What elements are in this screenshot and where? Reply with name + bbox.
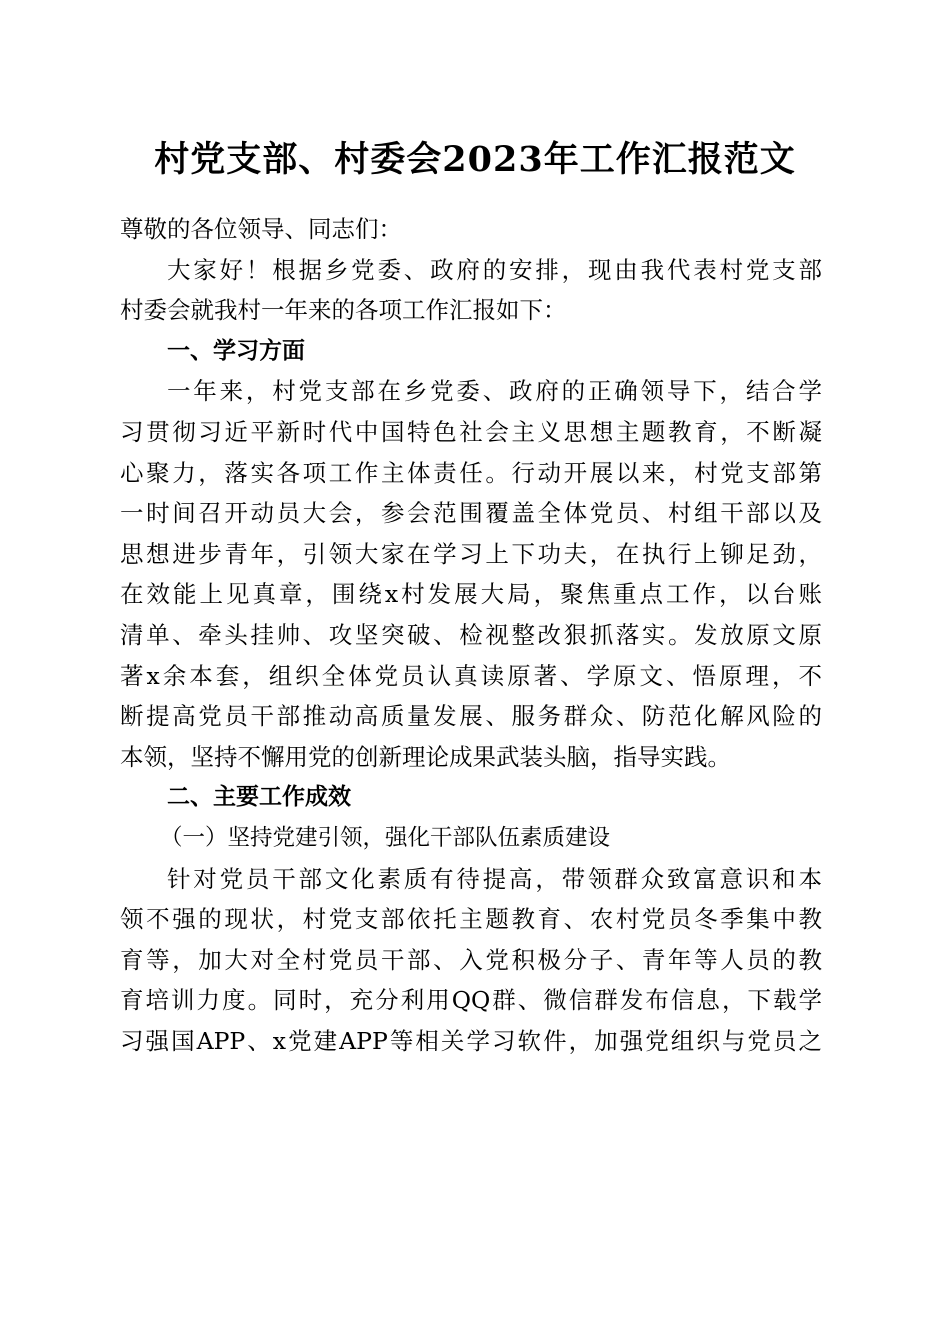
paragraph-line: 大家好！根据乡党委、政府的安排，现由我代表村党支部: [167, 255, 822, 284]
document-body: [120, 209, 822, 1061]
salutation-line: 尊敬的各位领导、同志们：: [120, 215, 402, 243]
paragraph-line: 习强国APP、x党建APP等相关学习软件，加强党组织与党员之: [120, 1026, 822, 1055]
paragraph-line: 清单、牵头挂帅、攻坚突破、检视整改狠抓落实。发放原文原: [120, 620, 822, 649]
paragraph-line: 心聚力，落实各项工作主体责任。行动开展以来，村党支部第: [120, 458, 822, 487]
paragraph-line: 本领，坚持不懈用党的创新理论成果武装头脑，指导实践。: [120, 742, 731, 771]
paragraph-line: 思想进步青年，引领大家在学习上下功夫，在执行上铆足劲，: [120, 539, 822, 568]
paragraph-line: 一年来，村党支部在乡党委、政府的正确领导下，结合学: [167, 377, 822, 406]
paragraph-line: 育等，加大对全村党员干部、入党积极分子、青年等人员的教: [120, 945, 822, 974]
paragraph-line: 著x余本套，组织全体党员认真读原著、学原文、悟原理，不: [120, 661, 822, 690]
paragraph-line: 习贯彻习近平新时代中国特色社会主义思想主题教育，不断凝: [120, 417, 822, 446]
paragraph-line: 断提高党员干部推动高质量发展、服务群众、防范化解风险的: [120, 702, 822, 731]
paragraph-line: 在效能上见真章，围绕x村发展大局，聚焦重点工作，以台账: [120, 580, 822, 609]
paragraph-line: 育培训力度。同时，充分利用QQ群、微信群发布信息，下载学: [120, 986, 822, 1015]
paragraph-line: 村委会就我村一年来的各项工作汇报如下：: [120, 296, 567, 325]
paragraph-line: 一时间召开动员大会，参会范围覆盖全体党员、村组干部以及: [120, 499, 822, 528]
subsection-heading: （一）坚持党建引领，强化干部队伍素质建设: [160, 824, 611, 851]
section-heading: 一、学习方面: [167, 337, 305, 364]
section-heading: 二、主要工作成效: [167, 784, 351, 811]
document-title: 村党支部、村委会2023年工作汇报范文: [154, 139, 796, 180]
paragraph-line: 领不强的现状，村党支部依托主题教育、农村党员冬季集中教: [120, 905, 822, 934]
paragraph-line: 针对党员干部文化素质有待提高，带领群众致富意识和本: [167, 864, 822, 893]
